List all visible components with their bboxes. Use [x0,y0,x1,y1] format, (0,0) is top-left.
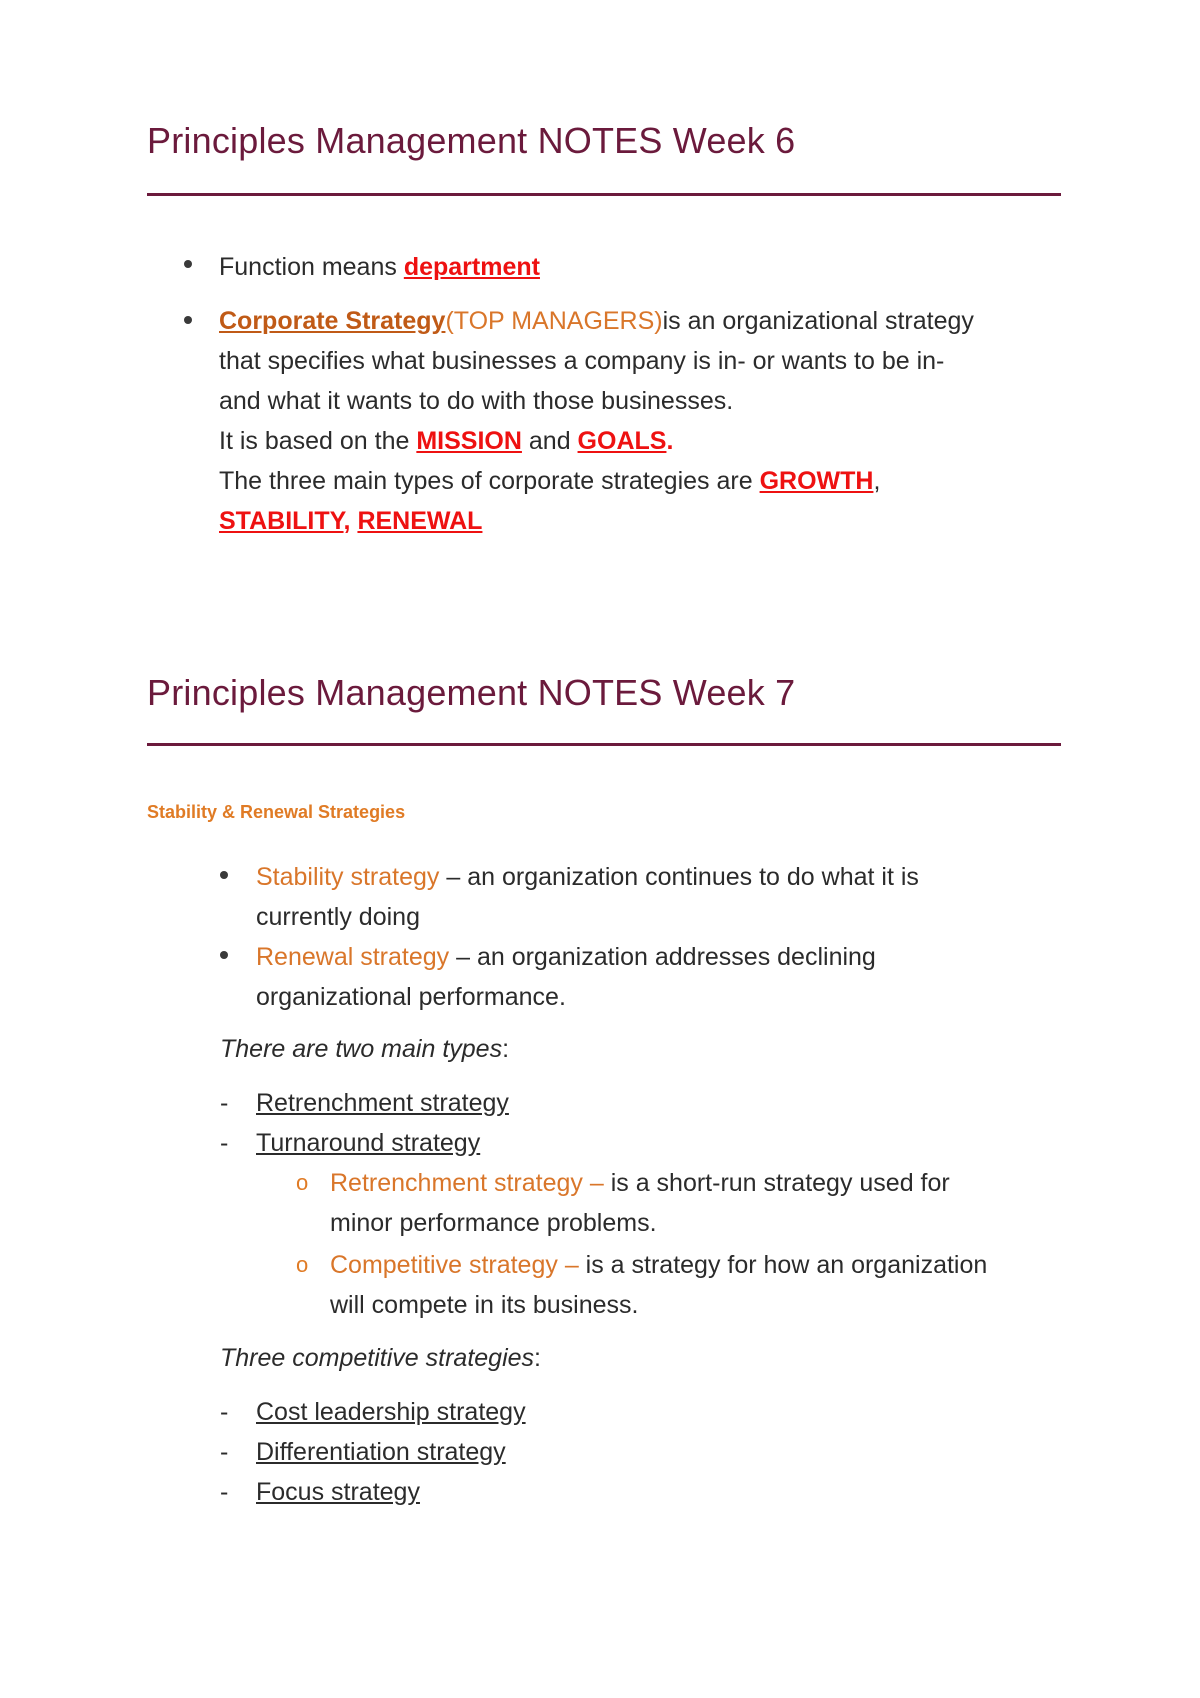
sub-retrenchment-line1 [330,1168,950,1198]
bullet-text: and [521,427,578,455]
bullet-icon [184,316,192,324]
sub-retrenchment-line2: minor performance problems. [330,1209,657,1237]
comp-cost-leadership: Cost leadership strategy [256,1398,526,1426]
dash-marker: - [220,1478,229,1506]
highlight-stability: STABILITY [219,507,344,535]
highlight-period: . [666,427,674,455]
week6-bullet-corporate-line1 [219,306,974,336]
dash-marker: - [220,1398,229,1426]
week6-corporate-line3: and what it wants to do with those businesses. [219,387,734,415]
bullet-text: is a short-run strategy used for [603,1169,950,1197]
circle-bullet-icon: o [296,1170,309,1195]
bullet-icon [220,951,228,959]
week6-corporate-line4 [219,426,673,456]
week7-stability-line2: currently doing [256,903,420,931]
colon-text: : [534,1344,541,1372]
highlight-department: department [403,253,540,281]
dash-marker: - [220,1438,229,1466]
bullet-text: It is based on the [219,427,417,455]
term-retrenchment-strategy: Retrenchment strategy – [330,1169,604,1197]
bullet-text: Function means [219,253,404,281]
highlight-renewal: RENEWAL [357,507,483,535]
week6-heading-rule [147,193,1061,196]
term-corporate-strategy: Corporate Strategy [219,307,446,335]
dash-marker: - [220,1089,229,1117]
week7-bullet-stability-line1 [256,862,919,892]
comp-focus: Focus strategy [256,1478,420,1506]
circle-bullet-icon: o [296,1252,309,1277]
week7-renewal-line2: organizational performance. [256,983,566,1011]
type-turnaround: Turnaround strategy [256,1129,481,1157]
week7-heading: Principles Management NOTES Week 7 [147,672,796,713]
bullet-text: , [343,507,358,535]
bullet-icon [184,260,192,268]
highlight-goals: GOALS [577,427,667,455]
colon-text: : [502,1035,510,1063]
week6-bullet-function [219,252,540,282]
term-competitive-strategy: Competitive strategy – [330,1251,579,1279]
highlight-growth: GROWTH [759,467,874,495]
week6-corporate-line2: that specifies what businesses a company is in- or wants to be in- [219,347,945,375]
bullet-text: – an organization addresses declining [449,943,876,971]
comp-differentiation: Differentiation strategy [256,1438,506,1466]
type-retrenchment: Retrenchment strategy [256,1089,509,1117]
bullet-text: is a strategy for how an organization [578,1251,988,1279]
italic-text: Three competitive strategies [220,1344,535,1372]
two-main-types-label [220,1034,509,1064]
term-renewal-strategy: Renewal strategy [256,943,450,971]
week6-corporate-line6 [219,506,482,536]
term-top-managers: (TOP MANAGERS) [445,307,663,335]
bullet-text: , [873,467,881,495]
italic-text: There are two main types [220,1035,503,1063]
week7-subheading: Stability & Renewal Strategies [147,802,406,822]
bullet-icon [220,871,228,879]
three-competitive-label [220,1343,541,1373]
term-stability-strategy: Stability strategy [256,863,440,891]
bullet-text: The three main types of corporate strategies are [219,467,760,495]
week7-bullet-renewal-line1 [256,942,876,972]
week7-heading-rule [147,743,1061,746]
week6-corporate-line5 [219,466,880,496]
dash-marker: - [220,1129,229,1157]
week6-heading: Principles Management NOTES Week 6 [147,120,796,161]
highlight-mission: MISSION [416,427,522,455]
bullet-text: – an organization continues to do what it is [439,863,919,891]
sub-competitive-line2: will compete in its business. [330,1291,639,1319]
sub-competitive-line1 [330,1250,987,1280]
bullet-text: is an organizational strategy [662,307,974,335]
